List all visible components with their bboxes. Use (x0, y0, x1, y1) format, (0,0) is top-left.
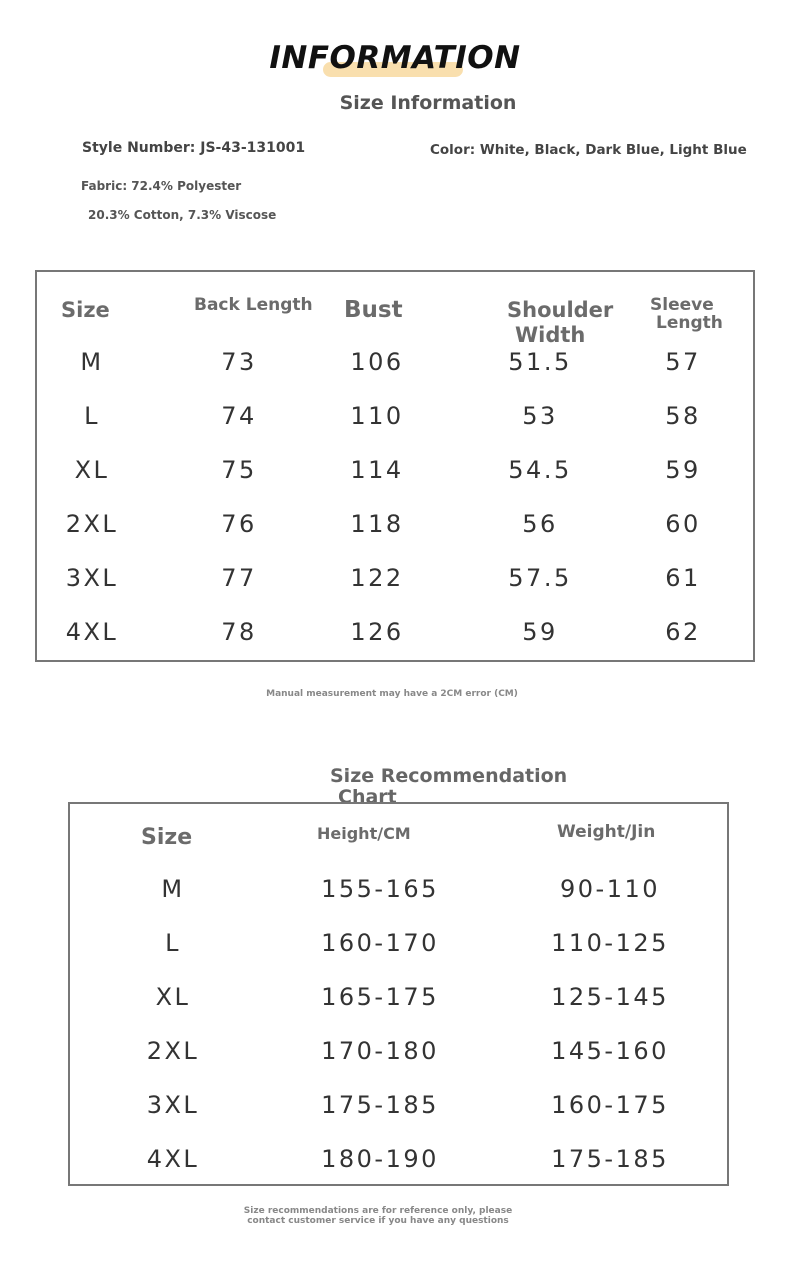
rec-size-cell: L (165, 929, 181, 957)
size-column-header: Size (61, 298, 110, 322)
size-cell: 3XL (65, 564, 119, 592)
rec-size-cell: M (161, 875, 185, 903)
recommendation-note-line-2: contact customer service if you have any questions (247, 1216, 509, 1226)
recommendation-title-line-1: Size Recommendation (330, 765, 568, 787)
back-length-cell: 73 (221, 348, 257, 376)
back-length-cell: 77 (221, 564, 257, 592)
bust-cell: 110 (350, 402, 404, 430)
bust-cell: 114 (350, 456, 404, 484)
rec-size-cell: 3XL (146, 1091, 200, 1119)
back-length-cell: 76 (221, 510, 257, 538)
recommendation-title-line-2: Chart (338, 786, 397, 808)
back-length-cell: 75 (221, 456, 257, 484)
height-range-cell: 170-180 (321, 1037, 439, 1065)
style-number: Style Number: JS-43-131001 (82, 140, 306, 156)
shoulder-width-cell: 56 (522, 510, 558, 538)
shoulder-width-header-line-2: Width (515, 323, 586, 347)
measurement-note: Manual measurement may have a 2CM error (CM) (266, 689, 518, 699)
bust-column-header: Bust (344, 297, 403, 323)
weight-column-header: Weight/Jin (557, 822, 656, 842)
sleeve-length-cell: 60 (665, 510, 701, 538)
weight-range-cell: 175-185 (551, 1145, 669, 1173)
fabric-line-2: 20.3% Cotton, 7.3% Viscose (88, 208, 277, 222)
sleeve-length-cell: 61 (665, 564, 701, 592)
height-range-cell: 175-185 (321, 1091, 439, 1119)
sleeve-length-cell: 62 (665, 618, 701, 646)
weight-range-cell: 110-125 (551, 929, 669, 957)
height-range-cell: 180-190 (321, 1145, 439, 1173)
shoulder-width-cell: 57.5 (508, 564, 572, 592)
height-range-cell: 165-175 (321, 983, 439, 1011)
sleeve-length-header-line-2: Length (656, 313, 723, 333)
sleeve-length-cell: 58 (665, 402, 701, 430)
back-length-cell: 74 (221, 402, 257, 430)
weight-range-cell: 125-145 (551, 983, 669, 1011)
shoulder-width-cell: 53 (522, 402, 558, 430)
page-title: INFORMATION (269, 40, 521, 76)
size-cell: 2XL (65, 510, 119, 538)
sleeve-length-header-line-1: Sleeve (650, 295, 714, 315)
sleeve-length-cell: 57 (665, 348, 701, 376)
back-length-column-header: Back Length (194, 295, 313, 315)
bust-cell: 122 (350, 564, 404, 592)
fabric-line-1: Fabric: 72.4% Polyester (81, 179, 242, 193)
recommendation-note (0, 1206, 756, 1226)
recommendation-table (68, 802, 729, 1186)
bust-cell: 106 (350, 348, 404, 376)
back-length-cell: 78 (221, 618, 257, 646)
height-range-cell: 155-165 (321, 875, 439, 903)
size-cell: M (80, 348, 104, 376)
shoulder-width-cell: 59 (522, 618, 558, 646)
rec-size-cell: 2XL (146, 1037, 200, 1065)
size-cell: 4XL (65, 618, 119, 646)
shoulder-width-cell: 54.5 (508, 456, 572, 484)
height-column-header: Height/CM (317, 824, 411, 843)
bust-cell: 126 (350, 618, 404, 646)
section-subtitle: Size Information (339, 92, 517, 114)
sleeve-length-cell: 59 (665, 456, 701, 484)
shoulder-width-header-line-1: Shoulder (507, 298, 614, 322)
bust-cell: 118 (350, 510, 404, 538)
size-table (35, 270, 755, 662)
height-range-cell: 160-170 (321, 929, 439, 957)
recommendation-note-line-1: Size recommendations are for reference only, please (243, 1206, 513, 1216)
shoulder-width-cell: 51.5 (508, 348, 572, 376)
size-cell: L (84, 402, 100, 430)
weight-range-cell: 145-160 (551, 1037, 669, 1065)
weight-range-cell: 90-110 (559, 875, 661, 903)
rec-size-column-header: Size (141, 825, 193, 850)
rec-size-cell: XL (155, 983, 191, 1011)
color-options: Color: White, Black, Dark Blue, Light Blue (430, 142, 747, 158)
size-cell: XL (74, 456, 110, 484)
weight-range-cell: 160-175 (551, 1091, 669, 1119)
rec-size-cell: 4XL (146, 1145, 200, 1173)
